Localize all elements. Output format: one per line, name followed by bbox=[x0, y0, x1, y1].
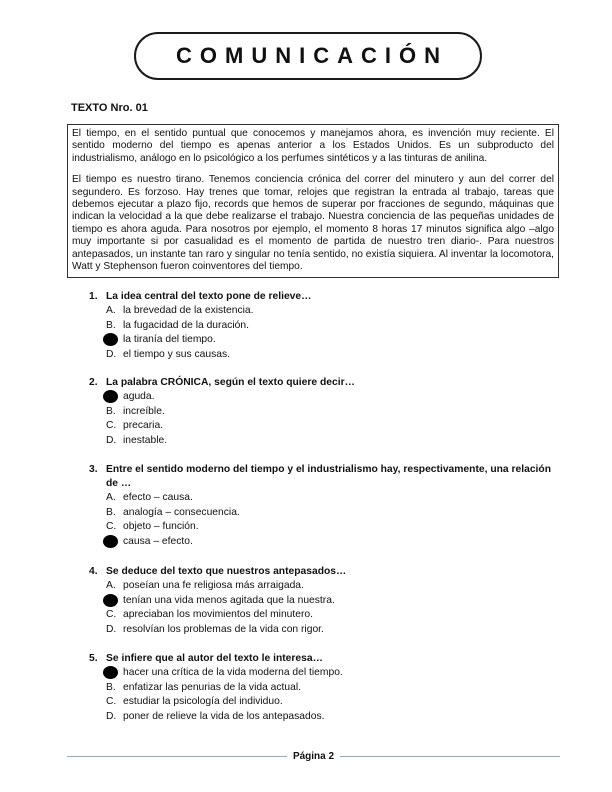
option-text: objeto – función. bbox=[123, 521, 199, 533]
answer-mark-icon bbox=[103, 594, 118, 607]
question-stem bbox=[89, 565, 559, 579]
question-1 bbox=[89, 290, 559, 362]
option-text: inestable. bbox=[123, 434, 168, 446]
question-4 bbox=[89, 565, 559, 637]
answer-option-selected[interactable] bbox=[89, 333, 559, 348]
option-text: estudiar la psicología del individuo. bbox=[123, 696, 283, 708]
option-text: aguda. bbox=[123, 391, 155, 402]
question-number: 2. bbox=[89, 377, 98, 388]
question-3 bbox=[89, 463, 559, 549]
reading-paragraph: El tiempo, en el sentido puntual que conocemos y manejamos ahora, es invención muy reciente. El sentido moderno del tiempo es apenas anterior a los Estados Unidos. Es un subproducto del industrialismo, análogo en lo psicológico a los perfumes sintéticos y a las tinturas de anilina. bbox=[72, 128, 554, 164]
option-letter: B. bbox=[106, 405, 116, 417]
answer-option-selected[interactable] bbox=[89, 390, 559, 405]
page-footer bbox=[67, 749, 560, 763]
answer-option[interactable] bbox=[89, 434, 559, 449]
option-text: la fugacidad de la duración. bbox=[123, 319, 249, 331]
question-text: La palabra CRÓNICA, según el texto quiere decir… bbox=[106, 377, 355, 388]
answer-option[interactable] bbox=[89, 405, 559, 420]
answer-option[interactable] bbox=[89, 681, 559, 696]
question-text: La idea central del texto pone de relieve… bbox=[106, 291, 312, 302]
question-5 bbox=[89, 652, 559, 724]
option-text: causa – efecto. bbox=[123, 535, 193, 547]
option-text: enfatizar las penurias de la vida actual. bbox=[123, 681, 302, 693]
question-text: Se infiere que al autor del texto le interesa… bbox=[106, 653, 323, 664]
page-number: Página 2 bbox=[292, 750, 335, 762]
answer-option[interactable] bbox=[89, 710, 559, 725]
question-stem bbox=[89, 463, 559, 491]
option-text: increíble. bbox=[123, 405, 165, 417]
answer-option[interactable] bbox=[89, 695, 559, 710]
reading-label: TEXTO Nro. 01 bbox=[71, 102, 148, 114]
answer-option[interactable] bbox=[89, 506, 559, 521]
answer-option-selected[interactable] bbox=[89, 535, 559, 550]
question-number: 4. bbox=[89, 566, 98, 577]
question-stem bbox=[89, 376, 559, 390]
option-text: poseían una fe religiosa más arraigada. bbox=[123, 580, 304, 591]
question-2 bbox=[89, 376, 559, 448]
option-letter: D. bbox=[106, 434, 117, 446]
answer-option-selected[interactable] bbox=[89, 666, 559, 681]
question-number: 3. bbox=[89, 464, 98, 475]
option-text: resolvían los problemas de la vida con rigor. bbox=[123, 623, 324, 635]
question-stem bbox=[89, 290, 559, 304]
question-number: 5. bbox=[89, 653, 98, 664]
answer-option[interactable] bbox=[89, 304, 559, 319]
option-text: tenían una vida menos agitada que la nuestra. bbox=[123, 594, 335, 606]
option-letter: C. bbox=[106, 420, 117, 432]
question-text: Se deduce del texto que nuestros antepasados… bbox=[106, 566, 347, 577]
option-letter: B. bbox=[106, 681, 116, 693]
option-letter: B. bbox=[106, 506, 116, 518]
answer-option[interactable] bbox=[89, 319, 559, 334]
reading-paragraph: El tiempo es nuestro tirano. Tenemos conciencia crónica del correr del minutero y aun del correr del segundero. Es forzoso. Hay trenes que tomar, relojes que registran la entrada al trabajo, tareas que debemos ejecutar a plazo fijo, records que hemos de superar por fracciones de segundo, máquinas que indican la velocidad a la que debe realizarse el trabajo. Nuestra conciencia de las pequeñas unidades de tiempo es ahora aguda. Para nosotros por ejemplo, el momento 8 horas 17 minutos significa algo –algo muy importante si por casualidad es el momento de partida de nuestro tren diario-. Para nuestros antepasados, un instante tan raro y singular no tenía sentido, no existía siquiera. Al inventar la locomotora, Watt y Stephenson fueron coinventores del tiempo. bbox=[72, 174, 554, 273]
answer-option[interactable] bbox=[89, 579, 559, 594]
answer-option[interactable] bbox=[89, 491, 559, 506]
option-letter: C. bbox=[106, 521, 117, 533]
answer-option[interactable] bbox=[89, 623, 559, 638]
option-text: analogía – consecuencia. bbox=[123, 506, 240, 518]
answer-option[interactable] bbox=[89, 520, 559, 535]
answer-option[interactable] bbox=[89, 419, 559, 434]
option-letter: A. bbox=[106, 580, 116, 591]
option-text: el tiempo y sus causas. bbox=[123, 348, 231, 360]
question-number: 1. bbox=[89, 291, 98, 302]
reading-passage bbox=[67, 124, 559, 278]
option-letter: A. bbox=[106, 492, 116, 503]
answer-mark-icon bbox=[103, 535, 118, 548]
option-text: la brevedad de la existencia. bbox=[123, 305, 254, 316]
question-stem bbox=[89, 652, 559, 666]
option-text: precaria. bbox=[123, 420, 164, 432]
answer-option-selected[interactable] bbox=[89, 594, 559, 609]
footer-divider-right bbox=[340, 756, 560, 757]
answer-option[interactable] bbox=[89, 348, 559, 363]
answer-mark-icon bbox=[103, 390, 118, 403]
option-letter: D. bbox=[106, 623, 117, 635]
answer-mark-icon bbox=[103, 666, 118, 679]
option-text: poner de relieve la vida de los antepasados. bbox=[123, 710, 325, 722]
footer-divider-left bbox=[67, 756, 287, 757]
option-text: la tiranía del tiempo. bbox=[123, 334, 216, 346]
title-banner bbox=[134, 32, 482, 80]
option-text: apreciaban los movimientos del minutero. bbox=[123, 609, 314, 621]
option-text: hacer una crítica de la vida moderna del tiempo. bbox=[123, 667, 343, 678]
option-letter: A. bbox=[106, 305, 116, 316]
option-text: efecto – causa. bbox=[123, 492, 193, 503]
question-text: Entre el sentido moderno del tiempo y el industrialismo hay, respectivamente, una relación de … bbox=[106, 464, 551, 489]
option-letter: C. bbox=[106, 609, 117, 621]
option-letter: C. bbox=[106, 696, 117, 708]
option-letter: D. bbox=[106, 348, 117, 360]
option-letter: D. bbox=[106, 710, 117, 722]
option-letter: B. bbox=[106, 319, 116, 331]
answer-option[interactable] bbox=[89, 608, 559, 623]
page-title: COMUNICACIÓN bbox=[176, 43, 448, 68]
